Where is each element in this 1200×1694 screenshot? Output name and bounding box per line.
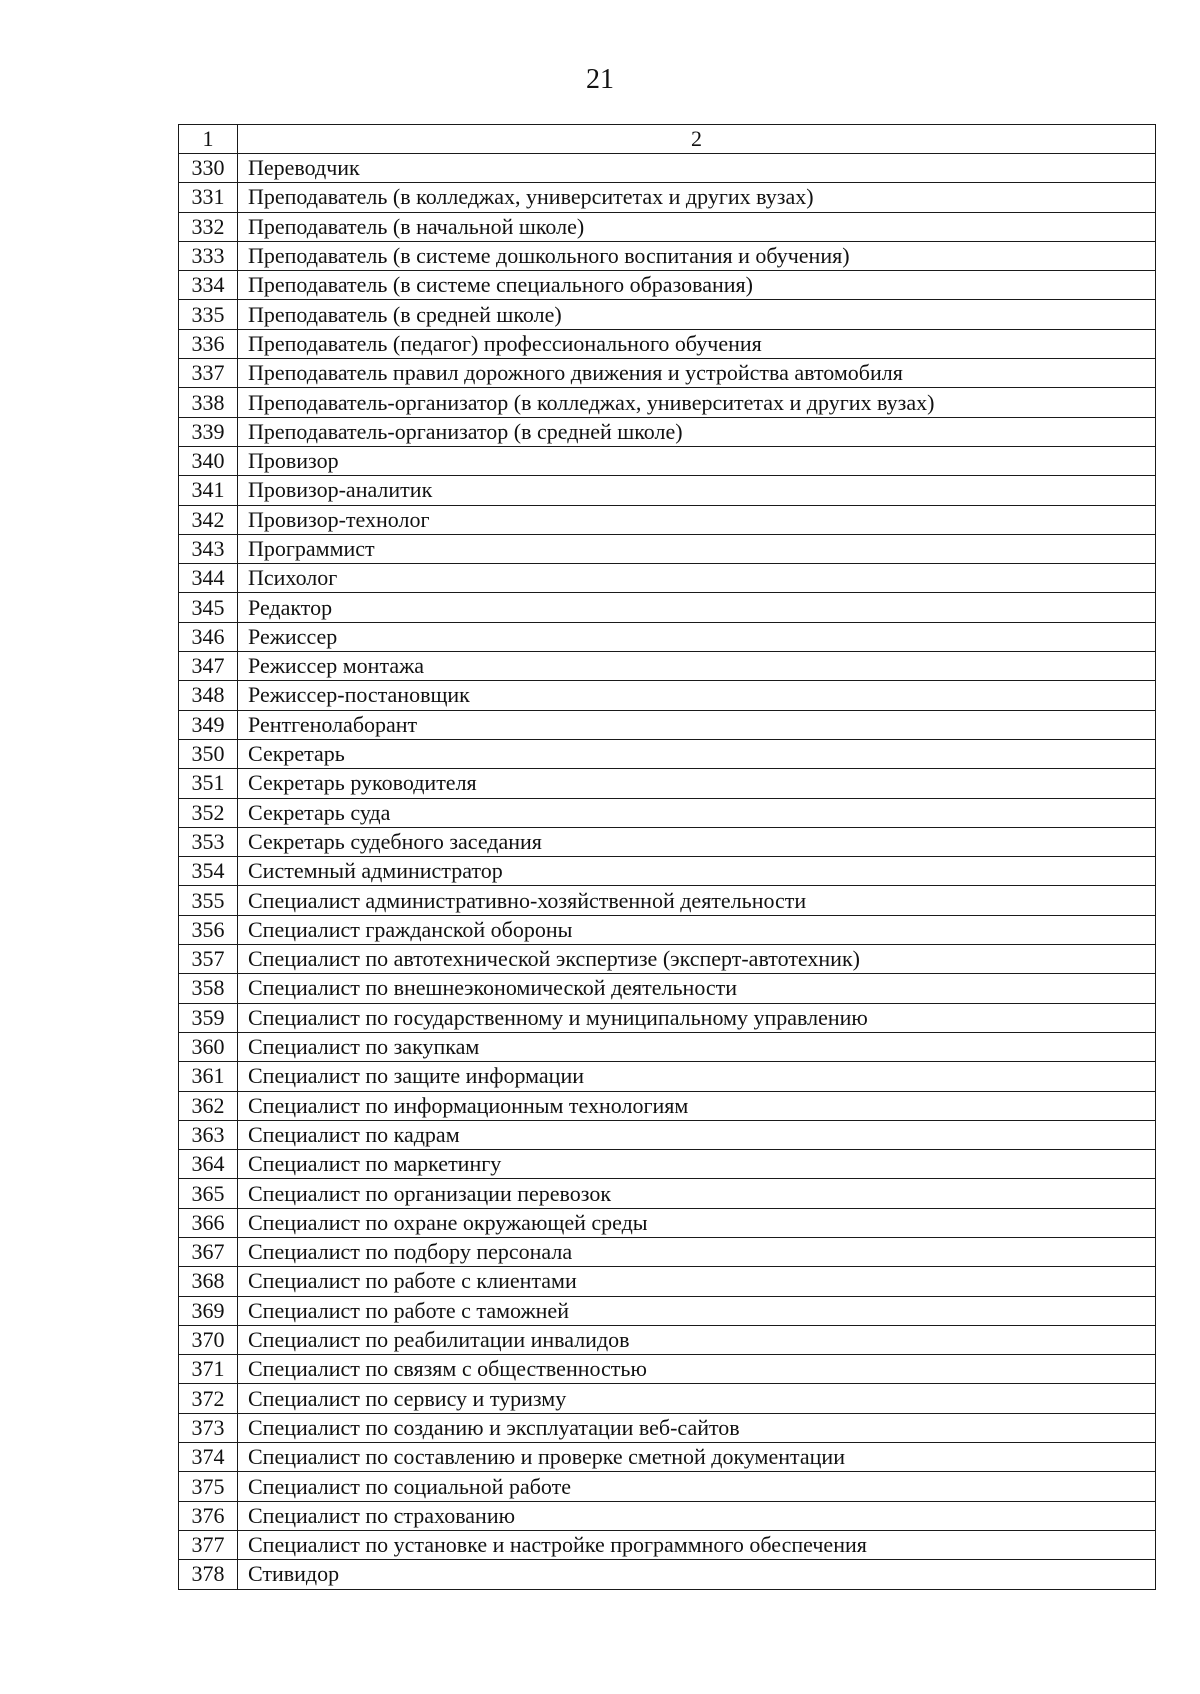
row-number: 331: [179, 183, 238, 212]
profession-name: Специалист по закупкам: [238, 1032, 1156, 1061]
table-body: [179, 125, 1156, 1590]
profession-name: Секретарь: [238, 739, 1156, 768]
row-number: 358: [179, 974, 238, 1003]
table-row: [179, 1501, 1156, 1530]
row-number: 339: [179, 417, 238, 446]
column-header-number: 1: [179, 125, 238, 154]
row-number: 343: [179, 534, 238, 563]
table-row: [179, 681, 1156, 710]
table-row: [179, 739, 1156, 768]
row-number: 365: [179, 1179, 238, 1208]
row-number: 368: [179, 1267, 238, 1296]
table-row: [179, 1150, 1156, 1179]
profession-name: Специалист по установке и настройке программного обеспечения: [238, 1530, 1156, 1559]
profession-name: Секретарь судебного заседания: [238, 827, 1156, 856]
row-number: 363: [179, 1120, 238, 1149]
row-number: 336: [179, 329, 238, 358]
profession-name: Режиссер монтажа: [238, 652, 1156, 681]
profession-name: Специалист по защите информации: [238, 1062, 1156, 1091]
table-row: [179, 1296, 1156, 1325]
profession-name: Специалист административно-хозяйственной деятельности: [238, 886, 1156, 915]
table-row: [179, 1062, 1156, 1091]
table-row: [179, 446, 1156, 475]
table-row: [179, 359, 1156, 388]
profession-name: Системный администратор: [238, 857, 1156, 886]
profession-name: Преподаватель (в системе специального образования): [238, 271, 1156, 300]
profession-name: Преподаватель (в средней школе): [238, 300, 1156, 329]
profession-name: Режиссер-постановщик: [238, 681, 1156, 710]
profession-name: Специалист по государственному и муниципальному управлению: [238, 1003, 1156, 1032]
professions-table: [178, 124, 1156, 1590]
profession-name: Преподаватель (педагог) профессионального обучения: [238, 329, 1156, 358]
table-row: [179, 154, 1156, 183]
table-row: [179, 1091, 1156, 1120]
row-number: 376: [179, 1501, 238, 1530]
profession-name: Специалист по организации перевозок: [238, 1179, 1156, 1208]
profession-name: Специалист по связям с общественностью: [238, 1355, 1156, 1384]
row-number: 345: [179, 593, 238, 622]
row-number: 356: [179, 915, 238, 944]
table-row: [179, 710, 1156, 739]
table-row: [179, 564, 1156, 593]
row-number: 344: [179, 564, 238, 593]
profession-name: Специалист по страхованию: [238, 1501, 1156, 1530]
profession-name: Психолог: [238, 564, 1156, 593]
table-row: [179, 534, 1156, 563]
table-row: [179, 388, 1156, 417]
row-number: 337: [179, 359, 238, 388]
column-header-name: 2: [238, 125, 1156, 154]
profession-name: Преподаватель-организатор (в средней школе): [238, 417, 1156, 446]
profession-name: Специалист по работе с таможней: [238, 1296, 1156, 1325]
row-number: 341: [179, 476, 238, 505]
row-number: 377: [179, 1530, 238, 1559]
page-number: 21: [586, 64, 614, 95]
profession-name: Преподаватель (в колледжах, университетах и других вузах): [238, 183, 1156, 212]
table-header-row: [179, 125, 1156, 154]
table-row: [179, 593, 1156, 622]
table-row: [179, 1208, 1156, 1237]
table-row: [179, 212, 1156, 241]
row-number: 360: [179, 1032, 238, 1061]
row-number: 334: [179, 271, 238, 300]
row-number: 347: [179, 652, 238, 681]
profession-name: Специалист по маркетингу: [238, 1150, 1156, 1179]
table-row: [179, 945, 1156, 974]
table-row: [179, 1179, 1156, 1208]
table-row: [179, 329, 1156, 358]
table-row: [179, 1384, 1156, 1413]
table-row: [179, 857, 1156, 886]
profession-name: Режиссер: [238, 622, 1156, 651]
table-row: [179, 1413, 1156, 1442]
table-row: [179, 1267, 1156, 1296]
row-number: 351: [179, 769, 238, 798]
row-number: 352: [179, 798, 238, 827]
profession-name: Преподаватель-организатор (в колледжах, университетах и других вузах): [238, 388, 1156, 417]
profession-name: Специалист по реабилитации инвалидов: [238, 1325, 1156, 1354]
row-number: 332: [179, 212, 238, 241]
profession-name: Секретарь руководителя: [238, 769, 1156, 798]
table-row: [179, 974, 1156, 1003]
row-number: 335: [179, 300, 238, 329]
row-number: 367: [179, 1237, 238, 1266]
profession-name: Переводчик: [238, 154, 1156, 183]
row-number: 346: [179, 622, 238, 651]
profession-name: Редактор: [238, 593, 1156, 622]
table-row: [179, 1120, 1156, 1149]
row-number: 373: [179, 1413, 238, 1442]
row-number: 342: [179, 505, 238, 534]
table-row: [179, 886, 1156, 915]
row-number: 349: [179, 710, 238, 739]
row-number: 354: [179, 857, 238, 886]
table-row: [179, 1560, 1156, 1589]
table-row: [179, 417, 1156, 446]
row-number: 362: [179, 1091, 238, 1120]
table-row: [179, 476, 1156, 505]
row-number: 350: [179, 739, 238, 768]
profession-name: Специалист по социальной работе: [238, 1472, 1156, 1501]
row-number: 371: [179, 1355, 238, 1384]
row-number: 370: [179, 1325, 238, 1354]
row-number: 361: [179, 1062, 238, 1091]
profession-name: Специалист по подбору персонала: [238, 1237, 1156, 1266]
table-row: [179, 798, 1156, 827]
row-number: 333: [179, 241, 238, 270]
profession-name: Программист: [238, 534, 1156, 563]
profession-name: Специалист по информационным технологиям: [238, 1091, 1156, 1120]
profession-name: Рентгенолаборант: [238, 710, 1156, 739]
profession-name: Специалист по созданию и эксплуатации веб-сайтов: [238, 1413, 1156, 1442]
profession-name: Провизор-аналитик: [238, 476, 1156, 505]
row-number: 366: [179, 1208, 238, 1237]
table-row: [179, 300, 1156, 329]
row-number: 330: [179, 154, 238, 183]
profession-name: Преподаватель (в системе дошкольного воспитания и обучения): [238, 241, 1156, 270]
row-number: 372: [179, 1384, 238, 1413]
table-row: [179, 1325, 1156, 1354]
profession-name: Провизор-технолог: [238, 505, 1156, 534]
profession-name: Специалист по кадрам: [238, 1120, 1156, 1149]
row-number: 355: [179, 886, 238, 915]
table-row: [179, 1003, 1156, 1032]
profession-name: Секретарь суда: [238, 798, 1156, 827]
row-number: 374: [179, 1443, 238, 1472]
table-row: [179, 915, 1156, 944]
table-row: [179, 271, 1156, 300]
row-number: 359: [179, 1003, 238, 1032]
profession-name: Специалист по внешнеэкономической деятельности: [238, 974, 1156, 1003]
table-row: [179, 1472, 1156, 1501]
profession-name: Стивидор: [238, 1560, 1156, 1589]
table-row: [179, 183, 1156, 212]
profession-name: Специалист по составлению и проверке сметной документации: [238, 1443, 1156, 1472]
table-row: [179, 505, 1156, 534]
row-number: 338: [179, 388, 238, 417]
table-row: [179, 1032, 1156, 1061]
table-row: [179, 1355, 1156, 1384]
table-row: [179, 827, 1156, 856]
profession-name: Специалист по автотехнической экспертизе (эксперт-автотехник): [238, 945, 1156, 974]
table-row: [179, 769, 1156, 798]
profession-name: Преподаватель правил дорожного движения и устройства автомобиля: [238, 359, 1156, 388]
table-row: [179, 241, 1156, 270]
profession-name: Специалист по сервису и туризму: [238, 1384, 1156, 1413]
profession-name: Специалист по работе с клиентами: [238, 1267, 1156, 1296]
row-number: 357: [179, 945, 238, 974]
row-number: 364: [179, 1150, 238, 1179]
table-row: [179, 652, 1156, 681]
row-number: 348: [179, 681, 238, 710]
table-row: [179, 1443, 1156, 1472]
profession-name: Провизор: [238, 446, 1156, 475]
profession-name: Преподаватель (в начальной школе): [238, 212, 1156, 241]
row-number: 340: [179, 446, 238, 475]
row-number: 369: [179, 1296, 238, 1325]
row-number: 353: [179, 827, 238, 856]
row-number: 378: [179, 1560, 238, 1589]
row-number: 375: [179, 1472, 238, 1501]
table-row: [179, 1237, 1156, 1266]
table-row: [179, 1530, 1156, 1559]
table-row: [179, 622, 1156, 651]
profession-name: Специалист по охране окружающей среды: [238, 1208, 1156, 1237]
profession-name: Специалист гражданской обороны: [238, 915, 1156, 944]
